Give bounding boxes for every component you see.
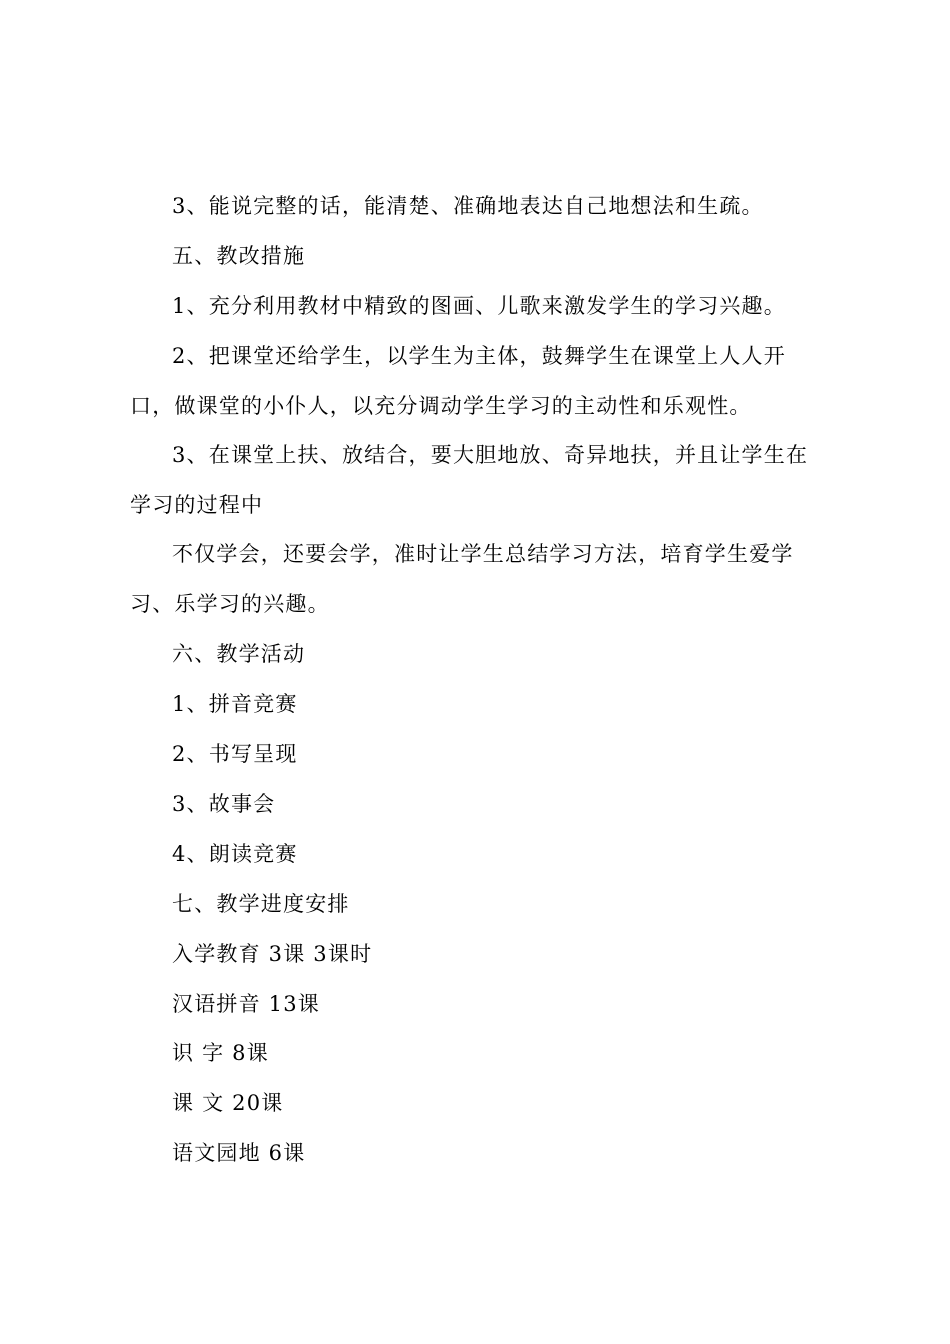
paragraph-measure-1: 1、充分利用教材中精致的图画、儿歌来激发学生的学习兴趣。 <box>172 294 786 318</box>
heading-schedule: 七、教学进度安排 <box>172 892 350 916</box>
heading-teaching-activities: 六、教学活动 <box>172 642 306 666</box>
paragraph-expression-goal: 3、能说完整的话，能清楚、准确地表达自己地想法和生疏。 <box>172 194 764 218</box>
schedule-item-language-garden: 语文园地 6课 <box>172 1141 306 1165</box>
schedule-item-pinyin: 汉语拼音 13课 <box>172 992 320 1016</box>
schedule-item-enrollment: 入学教育 3课 3课时 <box>172 942 373 966</box>
paragraph-measure-3-continued: 不仅学会，还要会学，准时让学生总结学习方法，培育学生爱学习、乐学习的兴趣。 <box>130 542 794 616</box>
activity-item-3: 3、故事会 <box>172 792 276 816</box>
activity-item-1: 1、拼音竞赛 <box>172 692 298 716</box>
schedule-item-texts: 课 文 20课 <box>172 1091 284 1115</box>
schedule-item-literacy: 识 字 8课 <box>172 1041 269 1065</box>
activity-item-2: 2、书写呈现 <box>172 742 298 766</box>
activity-item-4: 4、朗读竞赛 <box>172 842 298 866</box>
paragraph-measure-2: 2、把课堂还给学生，以学生为主体，鼓舞学生在课堂上人人开口，做课堂的小仆人，以充分调动学生学习的主动性和乐观性。 <box>130 344 786 418</box>
paragraph-measure-3: 3、在课堂上扶、放结合，要大胆地放、奇异地扶，并且让学生在学习的过程中 <box>130 443 809 517</box>
heading-reform-measures: 五、教改措施 <box>172 244 306 268</box>
